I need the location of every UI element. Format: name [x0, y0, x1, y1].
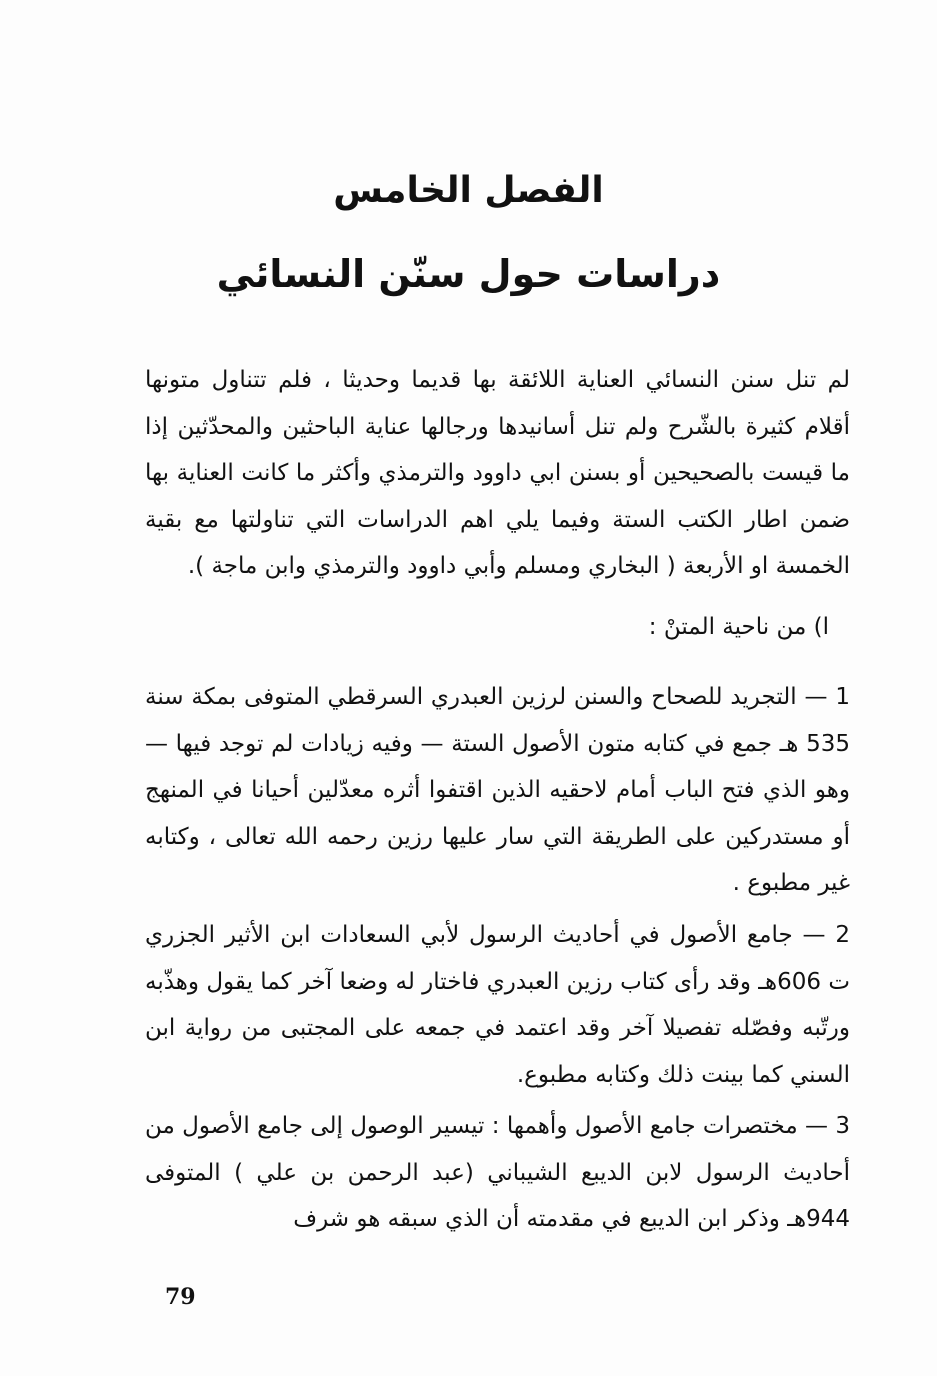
list-item: 2 — جامع الأصول في أحاديث الرسول لأبي السعادات ابن الأثير الجزري ت 606هـ وقد رأى كتاب رزين العبدري فاختار له وضعا آخر كما يقول وهذّبه ورتّبه وفصّله تفصيلا آخر وقد اعتمد في جمعه على المجتبى من رواية ابن السني كما بينت ذلك وكتابه مطبوع. — [144, 922, 850, 1088]
page-number: 79 — [165, 1284, 196, 1310]
chapter-subtitle: دراسات حول سنّن النسائي — [216, 252, 721, 296]
intro-paragraph: لم تنل سنن النسائي العناية اللائقة بها قديما وحديثا ، فلم تتناول متونها أقلام كثيرة بالشّرح ولم تنل أسانيدها ورجالها عناية الباحثين والمحدّثين إذا ما قيست بالصحيحين أو بسنن ابي داوود والترمذي وأكثر ما كانت العناية بها ضمن اطار الكتب الستة وفيما يلي اهم الدراسات التي تناولتها مع بقية الخمسة او الأربعة ( البخاري ومسلم وأبي داوود والترمذي وابن ماجة ). — [145, 367, 850, 579]
section-heading: ا) من ناحية المتنْ : — [648, 614, 829, 640]
chapter-title: الفصل الخامس — [333, 170, 604, 211]
list-item: 3 — مختصرات جامع الأصول وأهمها : تيسير الوصول إلى جامع الأصول من أحاديث الرسول لابن الديبع الشيباني (عبد الرحمن بن علي ) المتوفى 944هـ وذكر ابن الديبع في مقدمته أن الذي سبقه هو شرف — [145, 1113, 850, 1232]
list-item: 1 — التجريد للصحاح والسنن لرزين العبدري السرقطي المتوفى بمكة سنة 535 هـ جمع في كتابه متون الأصول الستة — وفيه زيادات لم توجد فيها — وهو الذي فتح الباب أمام لاحقيه الذين اقتفوا أثره معدّلين أحيانا في المنهج أو مستدركين على الطريقة التي سار عليها رزين رحمه الله تعالى ، وكتابه غير مطبوع . — [145, 684, 850, 896]
